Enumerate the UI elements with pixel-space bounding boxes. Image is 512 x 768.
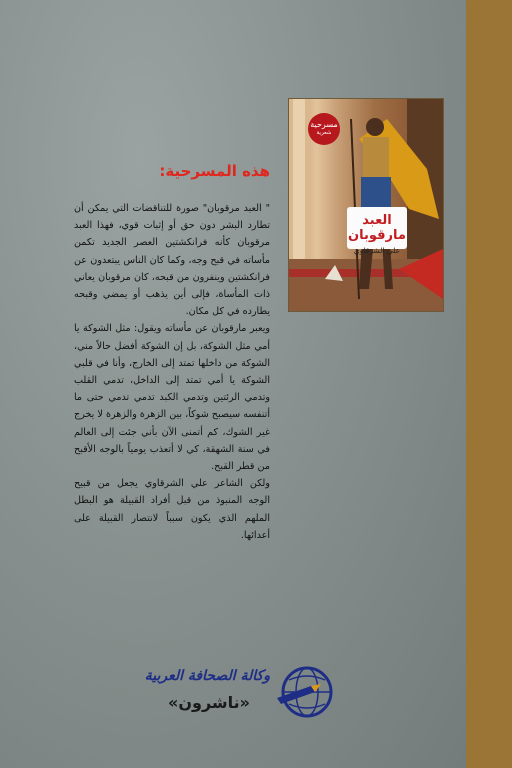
book-author: علي الشرقاوي	[353, 246, 401, 255]
genre-badge-line1: مسرحية	[310, 120, 338, 129]
genre-badge	[308, 113, 340, 145]
publisher-name: وكالة الصحافة العربية	[144, 668, 270, 684]
book-spine	[466, 0, 512, 768]
synopsis-paragraph: " العبد مرقوبان" صورة للتناقضات التي يمكن أن تطارد البشر دون حق أو إثبات قوي، فهذا العبد مرقوبان كأنه فرانكشتين العصر الجديد تكمن مأساته في قبح وجه، وكما كان الناس يبتعدون عن فرانكشتين وينفرون من قبحه، كان مرقوبان يعاني ذات المأساة، فإلى أين يذهب أو يمضي وقبحه يطارده في كل مكان.	[74, 203, 270, 318]
title-box	[347, 207, 407, 255]
book-title: العبد مارقوبان	[348, 213, 406, 243]
globe-pen-icon	[275, 662, 337, 722]
synopsis-paragraph: ولكن الشاعر علي الشرقاوي يجعل من قبيح الوجه المنبوذ من قبل أفراد القبيلة هو البطل الملهم الذي يكون سبباً لانتصار القبيلة على أعدائها.	[74, 478, 270, 541]
synopsis-text	[74, 200, 270, 544]
publisher-label: «ناشرون»	[168, 693, 250, 712]
genre-badge-line2: شعرية	[316, 130, 332, 136]
synopsis-paragraph: ويعبر مارقوبان عن مأساته ويقول: مثل الشوكة يا أمي مثل الشوكة، بل إن الشوكة أفضل حالاً مني، الشوكة من داخلها تمتد إلى الخارج، وأنا في قلبي الشوكة يا أمي تمتد إلى الداخل، تدمي القلب وتدمي الرئتين وتدمي الكبد تدمي تدمي حتى ما أتنفسه سيصبح شوكاً، بين الزهرة والزهرة لا يخرج غير الشوك، كم أتمنى الآن بأني جئت إلى العالم في سنة الشهقة، كي لا أتعذب يومياً بالوجه الأقبح من قطر القبح.	[74, 323, 270, 473]
synopsis-heading: هذه المسرحية:	[159, 162, 270, 180]
front-cover-thumbnail	[288, 98, 444, 312]
